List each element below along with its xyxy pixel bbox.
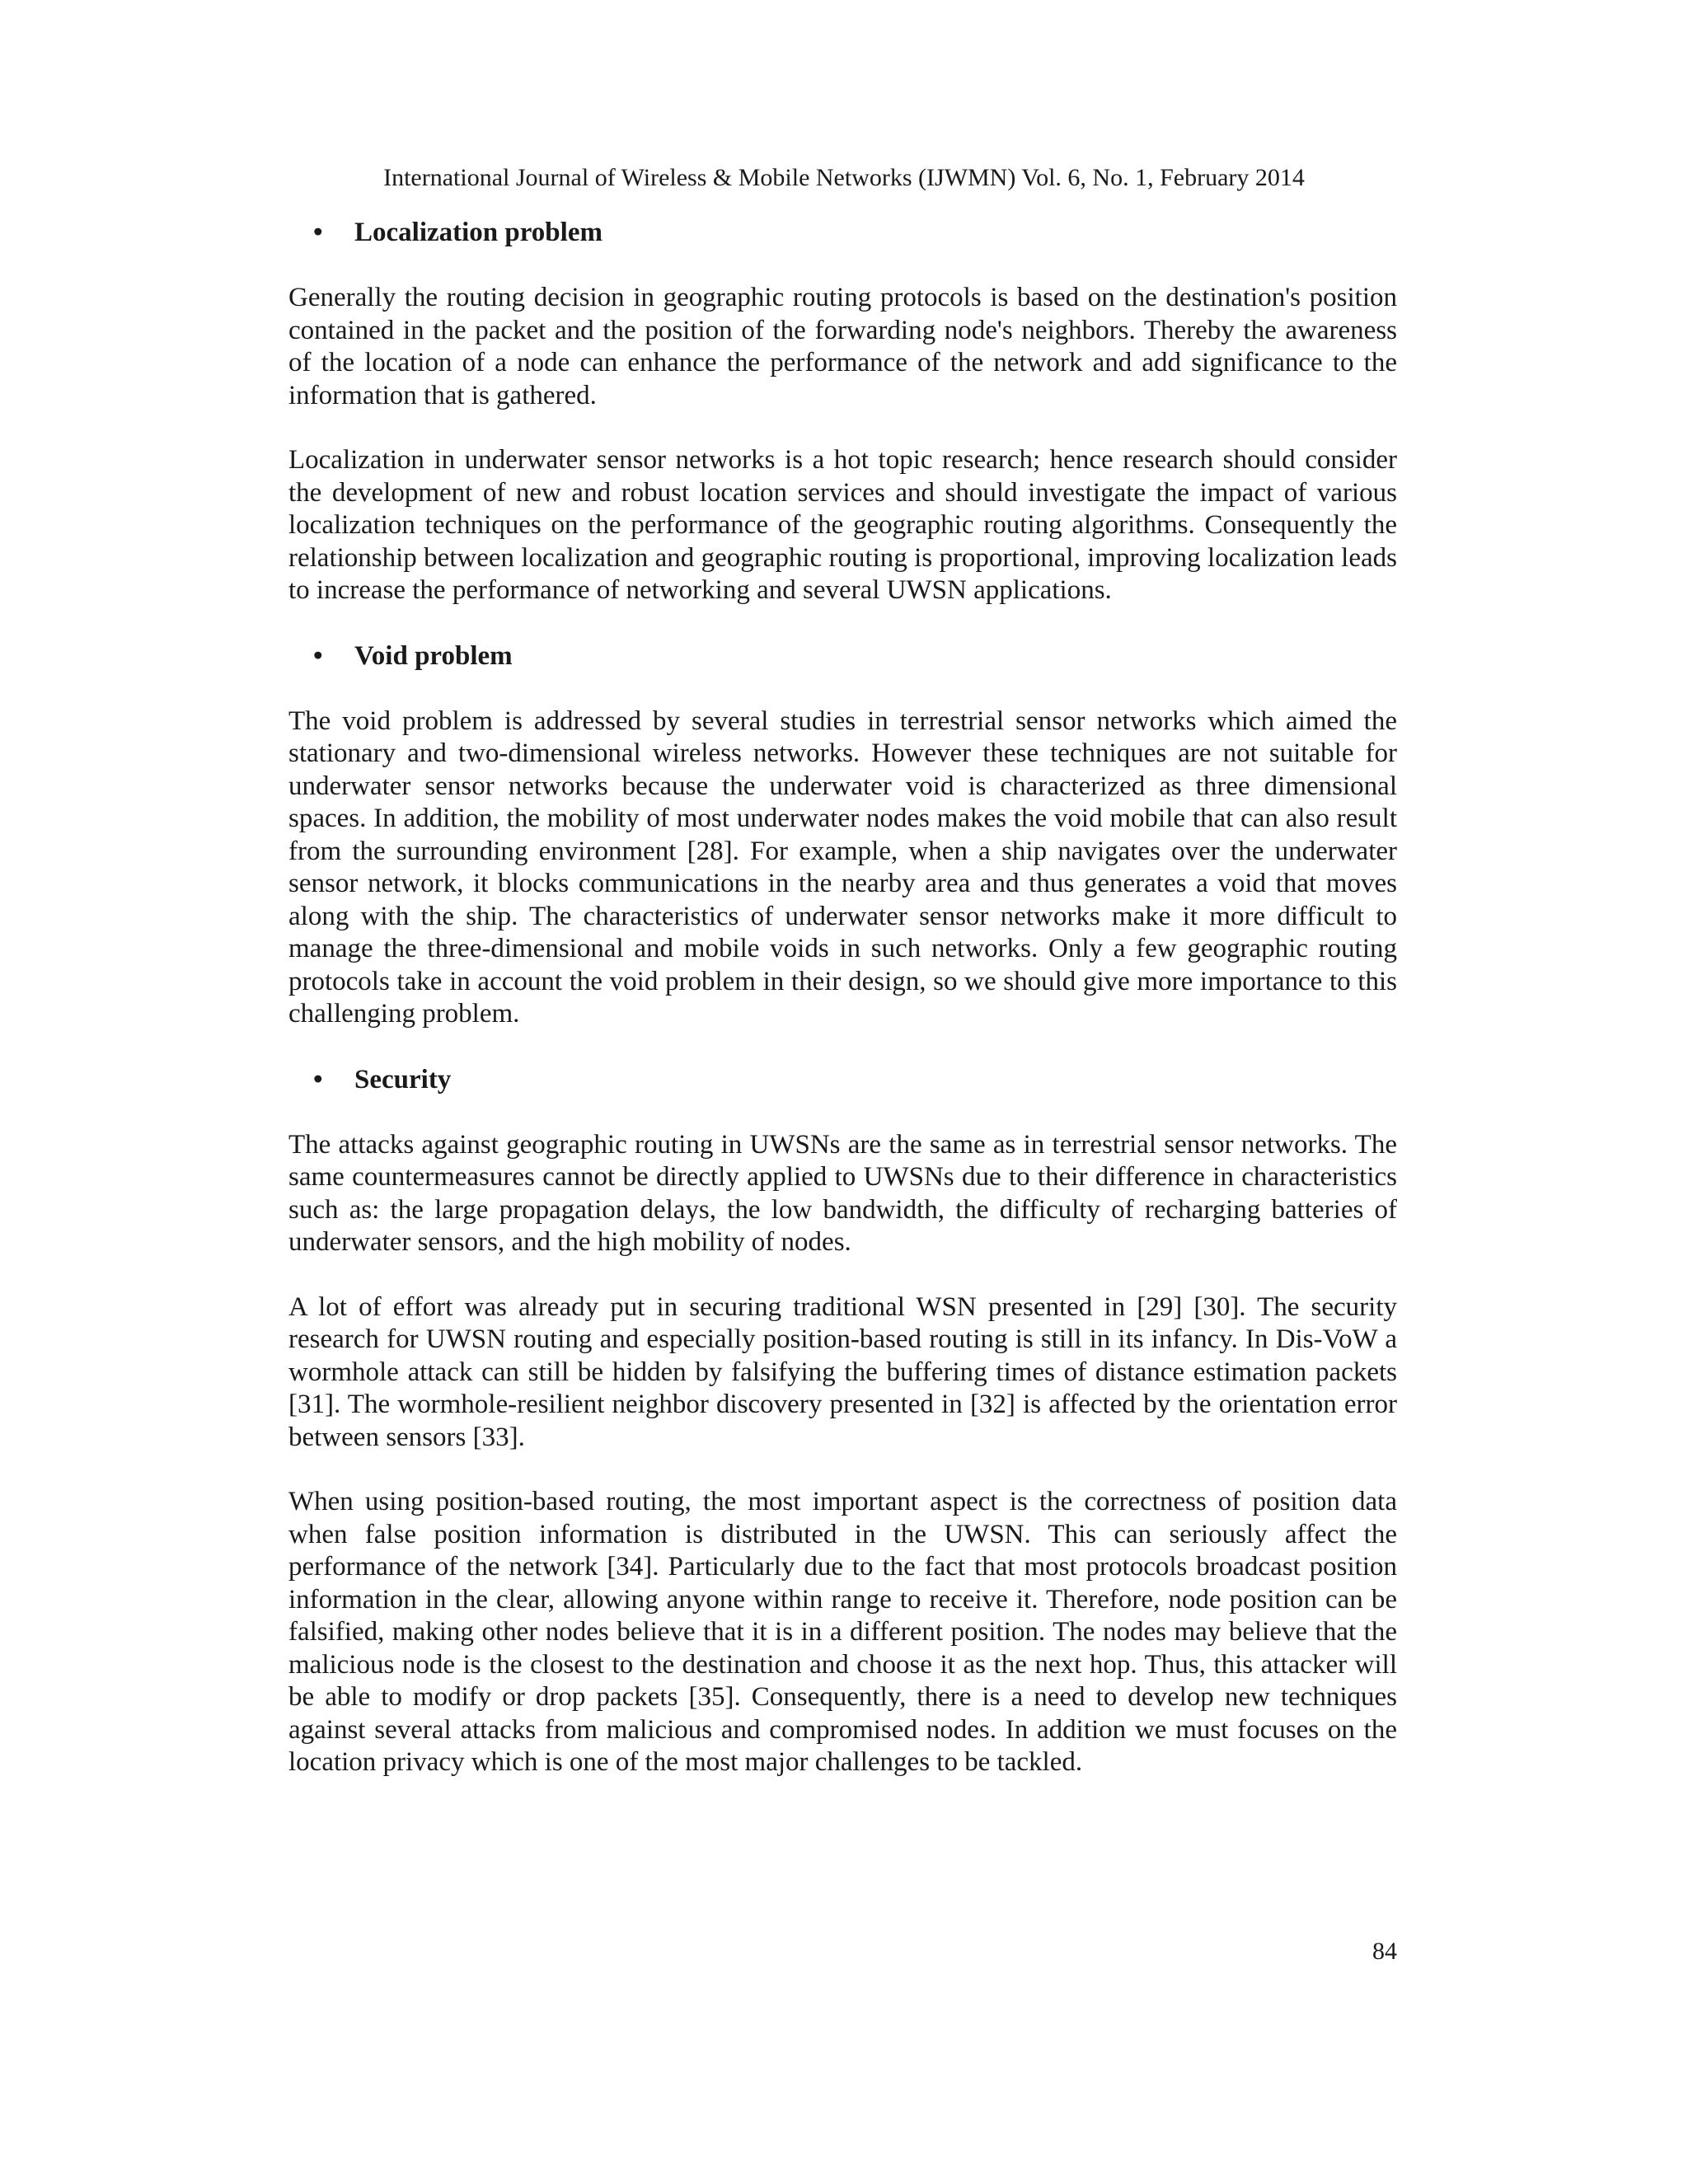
section-heading <box>288 1063 1397 1096</box>
section-title: Void problem <box>354 640 513 671</box>
paragraph: Generally the routing decision in geographic routing protocols is based on the destination's position contained in the packet and the position of the forwarding node's neighbors. Thereby the awareness of the location of a node can enhance the performance of the network and add significance to the information that is gathered. <box>288 283 1397 410</box>
bullet-icon: • <box>313 1064 323 1094</box>
paragraph: Localization in underwater sensor networks is a hot topic research; hence research should consider the development of new and robust location services and should investigate the impact of various localization techniques on the performance of the geographic routing algorithms. Consequently the relationship between localization and geographic routing is proportional, improving localization leads to increase the performance of networking and several UWSN applications. <box>288 445 1397 605</box>
section-localization-problem <box>288 216 1397 607</box>
paragraph: A lot of effort was already put in securing traditional WSN presented in [29] [30]. The security research for UWSN routing and especially position-based routing is still in its infancy. In Dis-VoW a wormhole attack can still be hidden by falsifying the buffering times of distance estimation packets [31]. The wormhole-resilient neighbor discovery presented in [32] is affected by the orientation error between sensors [33]. <box>288 1291 1397 1452</box>
paragraph: The void problem is addressed by several studies in terrestrial sensor networks which aimed the stationary and two-dimensional wireless networks. However these techniques are not suitable for underwater sensor networks because the underwater void is characterized as three dimensional spaces. In addition, the mobility of most underwater nodes makes the void mobile that can also result from the surrounding environment [28]. For example, when a ship navigates over the underwater sensor network, it blocks communications in the nearby area and thus generates a void that moves along with the ship. The characteristics of underwater sensor networks make it more difficult to manage the three-dimensional and mobile voids in such networks. Only a few geographic routing protocols take in account the void problem in their design, so we should give more importance to this challenging problem. <box>288 705 1397 1029</box>
section-title: Security <box>354 1064 452 1094</box>
section-security <box>288 1063 1397 1779</box>
paragraph: The attacks against geographic routing in UWSNs are the same as in terrestrial sensor networks. The same countermeasures cannot be directly applied to UWSNs due to their difference in characteristics such as: the large propagation delays, the low bandwidth, the difficulty of recharging batteries of underwater sensors, and the high mobility of nodes. <box>288 1129 1397 1257</box>
page-number: 84 <box>1372 1938 1397 1965</box>
page-content <box>288 216 1397 1811</box>
section-void-problem <box>288 640 1397 1031</box>
bullet-icon: • <box>313 218 323 247</box>
section-heading <box>288 216 1397 249</box>
running-header: International Journal of Wireless & Mobile Networks (IJWMN) Vol. 6, No. 1, February 2014 <box>383 164 1305 191</box>
paragraph: When using position-based routing, the most important aspect is the correctness of position data when false position information is distributed in the UWSN. This can seriously affect the performance of the network [34]. Particularly due to the fact that most protocols broadcast position information in the clear, allowing anyone within range to receive it. Therefore, node position can be falsified, making other nodes believe that it is in a different position. The nodes may believe that the malicious node is the closest to the destination and choose it as the next hop. Thus, this attacker will be able to modify or drop packets [35]. Consequently, there is a need to develop new techniques against several attacks from malicious and compromised nodes. In addition we must focuses on the location privacy which is one of the most major challenges to be tackled. <box>288 1487 1397 1777</box>
section-title: Localization problem <box>354 218 603 247</box>
section-heading <box>288 640 1397 673</box>
bullet-icon: • <box>313 640 323 671</box>
